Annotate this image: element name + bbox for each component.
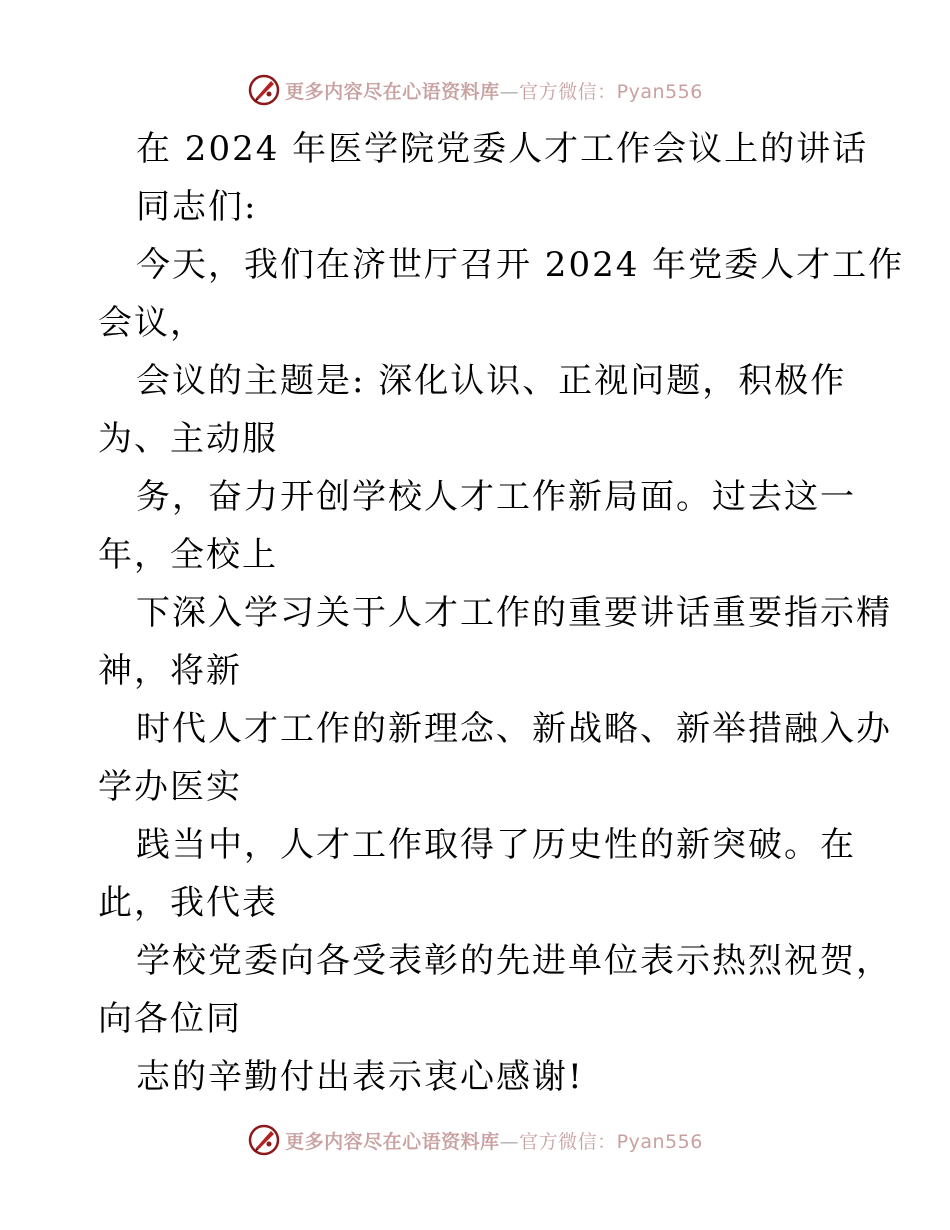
document-title: 在 2024 年医学院党委人才工作会议上的讲话 [136,129,869,169]
watermark-dash: — [499,80,520,103]
document-body [98,120,905,1106]
paragraph-line: 会议的主题是: 深化认识、正视问题，积极作 [136,361,847,401]
watermark-header [0,68,950,112]
paragraph-line: 此，我代表 [98,883,278,923]
paragraph-line: 践当中，人才工作取得了历史性的新突破。在 [136,825,856,865]
paragraph-line: 为、主动服 [98,419,278,459]
paragraph-line: 学办医实 [98,767,242,807]
paragraph-line: 神，将新 [98,651,242,691]
paragraph-line: 志的辛勤付出表示衷心感谢! [136,1057,584,1097]
paragraph-line: 同志们: [136,187,258,227]
paragraph-line: 务，奋力开创学校人才工作新局面。过去这一 [136,477,856,517]
paragraph-line: 学校党委向各受表彰的先进单位表示热烈祝贺， [136,941,892,981]
paragraph-line: 时代人才工作的新理念、新战略、新举措融入办 [136,709,892,749]
watermark-footer [0,1118,950,1162]
watermark-wechat: 官方微信：Pyan556 [519,1130,703,1153]
quill-logo-icon [247,73,281,107]
paragraph-line: 向各位同 [98,999,242,1039]
watermark-cn: 更多内容尽在心语资料库 [285,80,500,103]
watermark-text [285,77,703,104]
paragraph-line: 下深入学习关于人才工作的重要讲话重要指示精 [136,593,892,633]
watermark-cn: 更多内容尽在心语资料库 [285,1130,500,1153]
paragraph-line: 会议， [98,303,206,343]
paragraph-line: 今天，我们在济世厅召开 2024 年党委人才工作 [136,245,905,285]
watermark-wechat: 官方微信：Pyan556 [519,80,703,103]
paragraph-line: 年，全校上 [98,535,278,575]
watermark-text [285,1127,703,1154]
watermark-dash: — [499,1130,520,1153]
quill-logo-icon [247,1123,281,1157]
